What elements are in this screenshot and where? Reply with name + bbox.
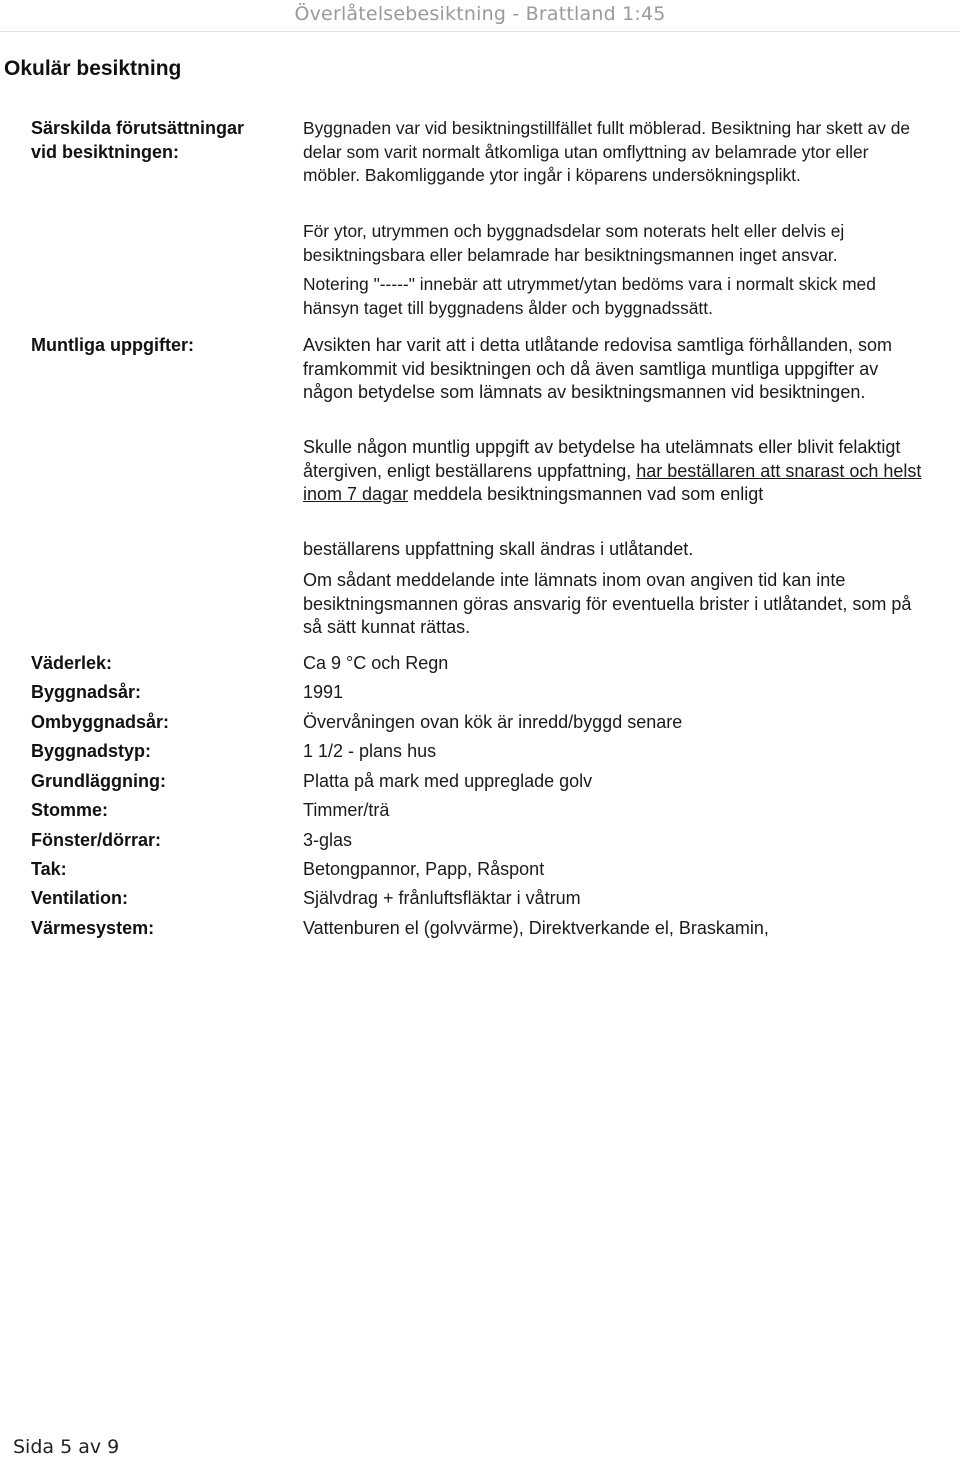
frame-label: Stomme: bbox=[31, 800, 109, 820]
build-year-label: Byggnadsår: bbox=[31, 682, 142, 702]
header-divider bbox=[0, 31, 960, 32]
document-header-title: Överlåtelsebesiktning - Brattland 1:45 bbox=[294, 3, 666, 25]
conditions-label-line2: vid besiktningen: bbox=[31, 142, 180, 162]
oral-paragraph-2-deadline: har beställaren att snarast och helst inom 7 dagar bbox=[303, 460, 922, 504]
page-number: Sida 5 av 9 bbox=[13, 1436, 120, 1458]
building-type-label: Byggnadstyp: bbox=[31, 741, 152, 761]
conditions-label bbox=[31, 116, 244, 164]
heating-label: Värmesystem: bbox=[31, 918, 155, 938]
windows-doors-label: Fönster/dörrar: bbox=[31, 830, 162, 850]
weather-label: Väderlek: bbox=[31, 653, 113, 673]
oral-paragraph-3: beställarens uppfattning skall ändras i utlåtandet. bbox=[303, 539, 694, 559]
roof-value: Betongpannor, Papp, Råspont bbox=[303, 859, 545, 879]
conditions-paragraph-2: För ytor, utrymmen och byggnadsdelar som noterats helt eller delvis ej besiktningsbara eller belamrade har besiktningsmannen inget ansvar. bbox=[303, 221, 845, 265]
rebuild-year-label: Ombyggnadsår: bbox=[31, 712, 170, 732]
oral-paragraph-4: Om sådant meddelande inte lämnats inom ovan angiven tid kan inte besiktningsmannen göras ansvarig för eventuella brister i utlåtandet, som på så sätt kunnat rättas. bbox=[303, 570, 912, 637]
conditions-label-line1: Särskilda förutsättningar bbox=[31, 118, 245, 138]
conditions-paragraph-3: Notering "-----" innebär att utrymmet/ytan bedöms vara i normalt skick med hänsyn taget till byggnadens ålder och byggnadssätt. bbox=[303, 274, 876, 318]
build-year-value: 1991 bbox=[303, 682, 344, 702]
foundation-label: Grundläggning: bbox=[31, 771, 166, 791]
weather-value: Ca 9 °C och Regn bbox=[303, 653, 449, 673]
frame-value: Timmer/trä bbox=[303, 800, 390, 820]
oral-label: Muntliga uppgifter: bbox=[31, 335, 194, 355]
conditions-paragraph-1: Byggnaden var vid besiktningstillfället fullt möblerad. Besiktning har skett av de delar som varit normalt åtkomliga utan omflyttning av belamrade ytor eller möbler. Bakomliggande ytor ingår i köparens undersökningsplikt. bbox=[303, 118, 911, 185]
oral-paragraph-2-end: meddela besiktningsmannen vad som enligt bbox=[408, 484, 764, 504]
windows-doors-value: 3-glas bbox=[303, 830, 353, 850]
heating-value: Vattenburen el (golvvärme), Direktverkande el, Braskamin, bbox=[303, 918, 769, 938]
roof-label: Tak: bbox=[31, 859, 67, 879]
oral-paragraph-2 bbox=[303, 436, 928, 507]
building-type-value: 1 1/2 - plans hus bbox=[303, 741, 437, 761]
rebuild-year-value: Övervåningen ovan kök är inredd/byggd senare bbox=[303, 712, 683, 732]
ventilation-value: Självdrag + frånluftsfläktar i våtrum bbox=[303, 888, 581, 908]
oral-paragraph-1: Avsikten har varit att i detta utlåtande redovisa samtliga förhållanden, som framkommit vid besiktningen och då även samtliga muntliga uppgifter av någon betydelse som lämnats av besiktningsmannen vid besiktningen. bbox=[303, 335, 892, 402]
ventilation-label: Ventilation: bbox=[31, 888, 129, 908]
foundation-value: Platta på mark med uppreglade golv bbox=[303, 771, 593, 791]
section-title: Okulär besiktning bbox=[4, 57, 182, 80]
oral-paragraph-2-start: Skulle någon muntlig uppgift av betydelse ha utelämnats eller blivit felaktigt återgiven, enligt beställarens uppfattning, bbox=[303, 437, 901, 481]
